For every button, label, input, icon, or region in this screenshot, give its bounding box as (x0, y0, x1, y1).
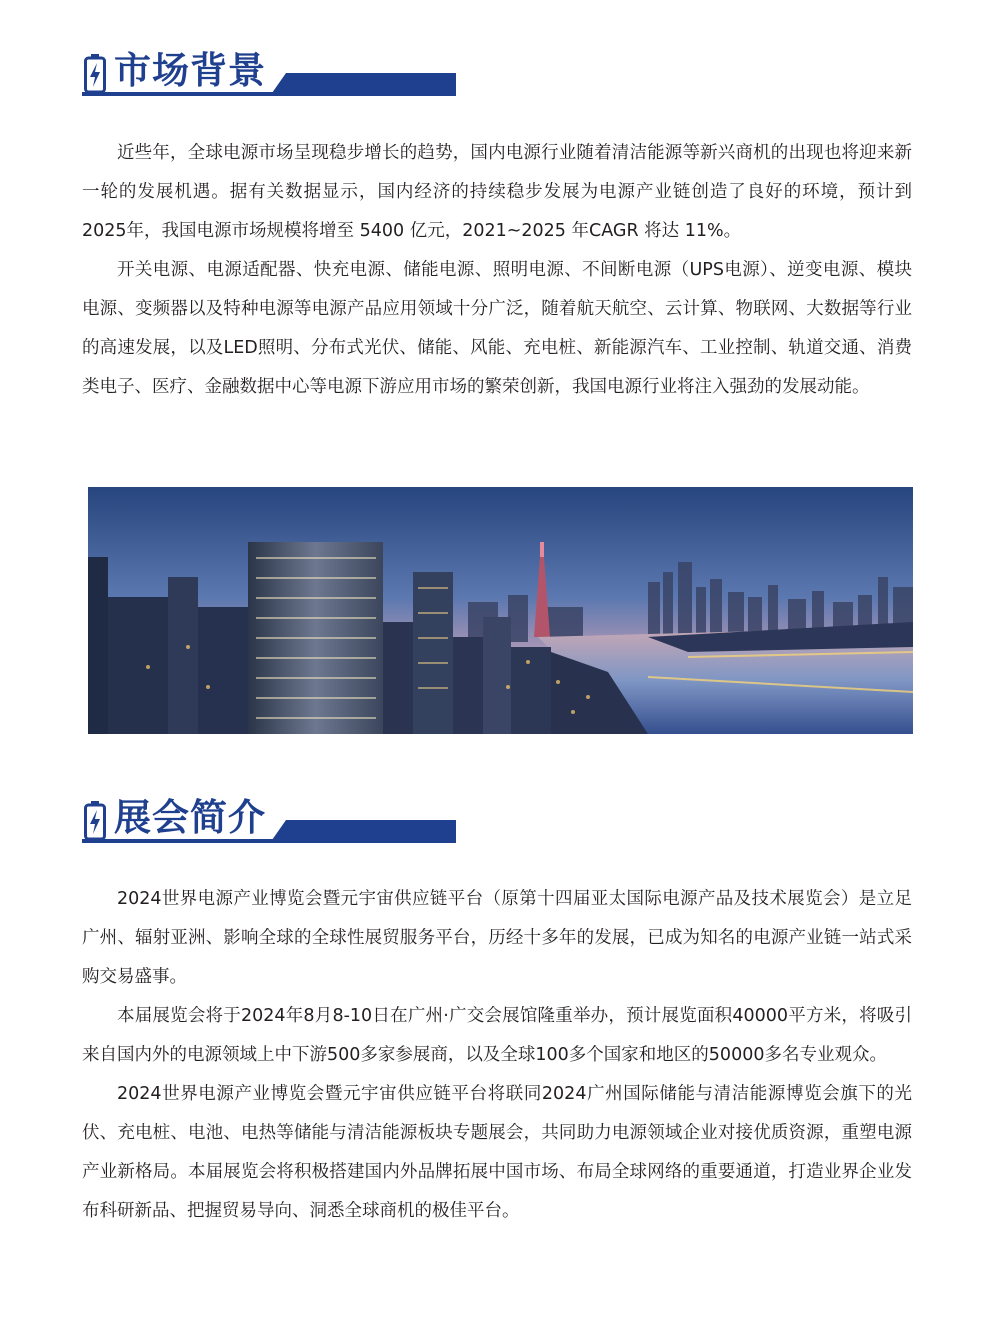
section-header-market-background (82, 48, 458, 108)
paragraph: 本届展览会将于2024年8月8-10日在广州·广交会展馆隆重举办，预计展览面积40000平方米，将吸引来自国内外的电源领域上中下游500多家参展商，以及全球100多个国家和地区的50000多名专业观众。 (82, 1006, 912, 1065)
paragraph: 开关电源、电源适配器、快充电源、储能电源、照明电源、不间断电源（UPS电源）、逆变电源、模块电源、变频器以及特种电源等电源产品应用领域十分广泛，随着航天航空、云计算、物联网、大数据等行业的高速发展，以及LED照明、分布式光伏、储能、风能、充电桩、新能源汽车、工业控制、轨道交通、消费类电子、医疗、金融数据中心等电源下游应用市场的繁荣创新，我国电源行业将注入强劲的发展动能。 (82, 260, 912, 397)
header-accent-bar (272, 820, 456, 840)
section-title: 展会简介 (114, 796, 266, 839)
paragraph: 2024世界电源产业博览会暨元宇宙供应链平台（原第十四届亚太国际电源产品及技术展览会）是立足广州、辐射亚洲、影响全球的全球性展贸服务平台，历经十多年的发展，已成为知名的电源产业链一站式采购交易盛事。 (82, 889, 912, 987)
section-title: 市场背景 (114, 49, 266, 92)
city-skyline-photo (88, 487, 913, 734)
header-accent-bar (272, 73, 456, 93)
paragraph: 2024世界电源产业博览会暨元宇宙供应链平台将联同2024广州国际储能与清洁能源博览会旗下的光伏、充电桩、电池、电热等储能与清洁能源板块专题展会，共同助力电源领域企业对接优质资源，重塑电源产业新格局。本届展览会将积极搭建国内外品牌拓展中国市场、布局全球网络的重要通道，打造业界企业发布科研新品、把握贸易导向、洞悉全球商机的极佳平台。 (82, 1084, 912, 1221)
battery-bolt-icon (84, 801, 106, 841)
header-underline (82, 92, 456, 96)
exhibition-intro-text (82, 880, 912, 1231)
section-header-exhibition-intro (82, 795, 458, 855)
battery-bolt-icon (84, 54, 106, 94)
market-background-text (82, 134, 912, 407)
paragraph: 近些年，全球电源市场呈现稳步增长的趋势，国内电源行业随着清洁能源等新兴商机的出现也将迎来新一轮的发展机遇。据有关数据显示，国内经济的持续稳步发展为电源产业链创造了良好的环境，预计到2025年，我国电源市场规模将增至 5400 亿元，2021~2025 年CAGR 将达 11%。 (82, 143, 912, 241)
header-underline (82, 839, 456, 843)
